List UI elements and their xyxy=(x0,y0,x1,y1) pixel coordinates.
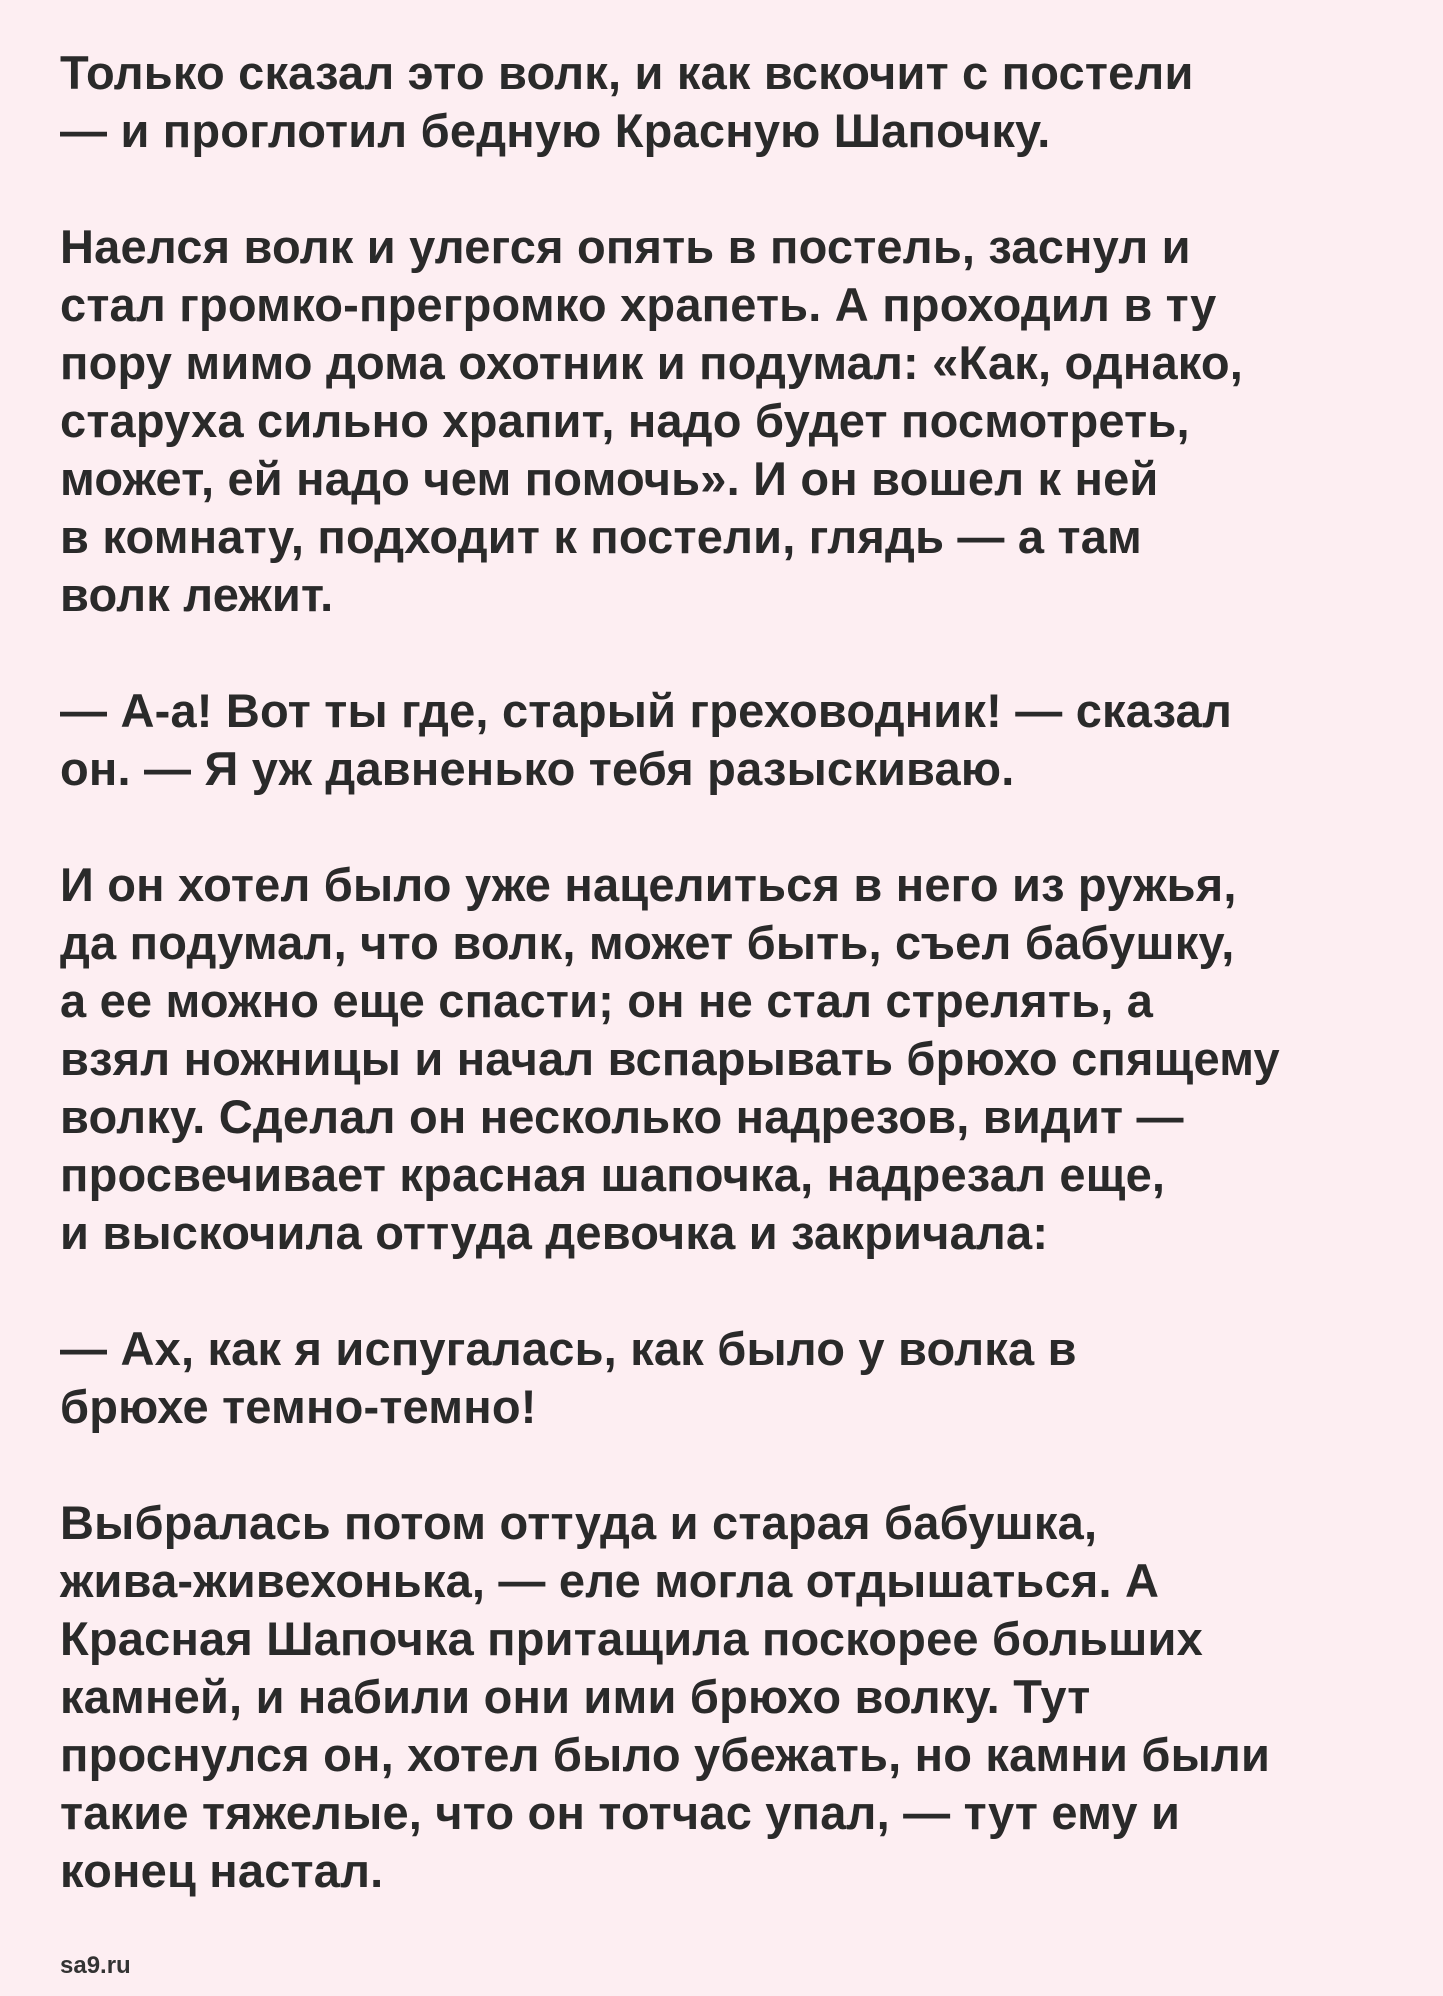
text-line: может, ей надо чем помочь». И он вошел к ней xyxy=(60,452,1159,505)
text-line: И он хотел было уже нацелиться в него из ружья, xyxy=(60,858,1237,911)
paragraph-5 xyxy=(60,1320,1390,1436)
story-text xyxy=(60,44,1390,1958)
text-line: волк лежит. xyxy=(60,568,334,621)
text-line: камней, и набили они ими брюхо волку. Тут xyxy=(60,1670,1091,1723)
text-line: в комнату, подходит к постели, глядь — а там xyxy=(60,510,1142,563)
text-line: взял ножницы и начал вспарывать брюхо спящему xyxy=(60,1032,1280,1085)
text-line: — А-а! Вот ты где, старый греховодник! — сказал xyxy=(60,684,1233,737)
text-line: Только сказал это волк, и как вскочит с постели xyxy=(60,46,1194,99)
text-line: жива-живехонька, — еле могла отдышаться. А xyxy=(60,1554,1160,1607)
paragraph-2 xyxy=(60,218,1390,624)
text-line: да подумал, что волк, может быть, съел бабушку, xyxy=(60,916,1235,969)
text-line: — и проглотил бедную Красную Шапочку. xyxy=(60,104,1051,157)
text-line: а ее можно еще спасти; он не стал стрелять, а xyxy=(60,974,1154,1027)
text-line: волку. Сделал он несколько надрезов, видит — xyxy=(60,1090,1184,1143)
text-line: — Ах, как я испугалась, как было у волка в xyxy=(60,1322,1077,1375)
paragraph-1 xyxy=(60,44,1390,160)
text-line: проснулся он, хотел было убежать, но камни были xyxy=(60,1728,1271,1781)
text-line: просвечивает красная шапочка, надрезал еще, xyxy=(60,1148,1166,1201)
text-line: такие тяжелые, что он тотчас упал, — тут ему и xyxy=(60,1786,1181,1839)
text-line: старуха сильно храпит, надо будет посмотреть, xyxy=(60,394,1190,447)
site-watermark: sa9.ru xyxy=(60,1952,131,1979)
text-line: Наелся волк и улегся опять в постель, заснул и xyxy=(60,220,1191,273)
text-line: конец настал. xyxy=(60,1844,384,1897)
text-line: стал громко-прегромко храпеть. А проходил в ту xyxy=(60,278,1217,331)
text-line: брюхе темно-темно! xyxy=(60,1380,537,1433)
paragraph-3 xyxy=(60,682,1390,798)
text-line: Красная Шапочка притащила поскорее больших xyxy=(60,1612,1203,1665)
paragraph-6 xyxy=(60,1494,1390,1900)
text-line: он. — Я уж давненько тебя разыскиваю. xyxy=(60,742,1015,795)
text-line: Выбралась потом оттуда и старая бабушка, xyxy=(60,1496,1098,1549)
paragraph-4 xyxy=(60,856,1390,1262)
text-line: пору мимо дома охотник и подумал: «Как, однако, xyxy=(60,336,1244,389)
text-line: и выскочила оттуда девочка и закричала: xyxy=(60,1206,1049,1259)
